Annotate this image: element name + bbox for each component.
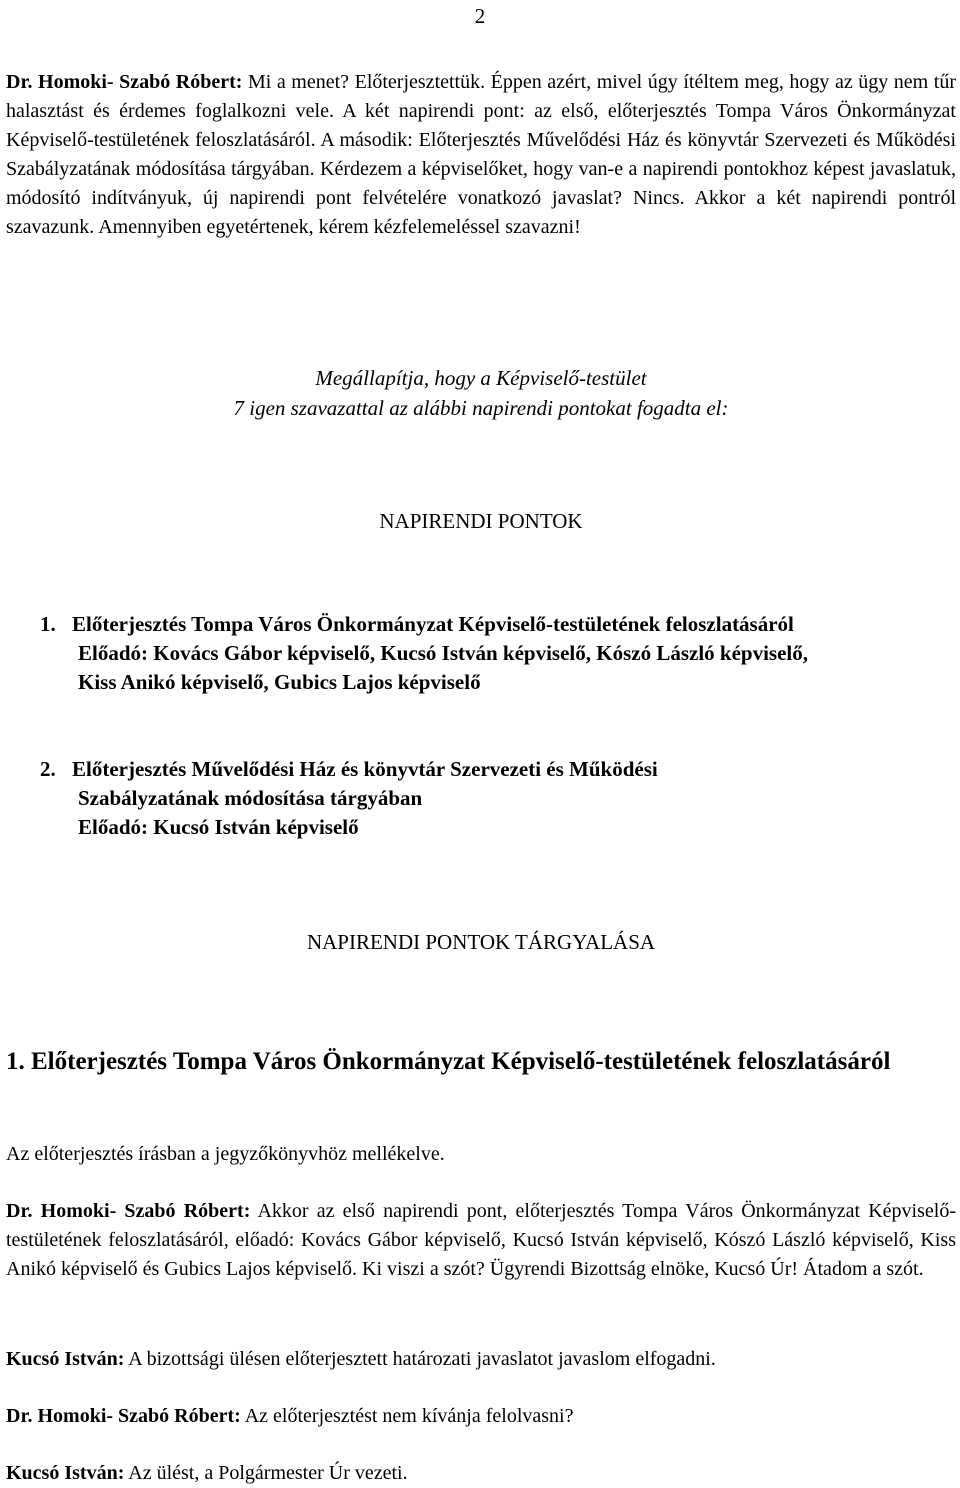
resolution-line: Megállapítja, hogy a Képviselő-testület [315, 366, 647, 390]
speaker-name: Kucsó István: [6, 1348, 125, 1370]
speech-text: Mi a menet? Előterjesztettük. Éppen azért, mivel úgy ítéltem meg, hogy az ügy nem tűr halasztást és érdemes foglalkozni vele. A két napirendi pont: az első, előterjesztés Tompa Város Önkormányzat Képviselő-testületének feloszlatásáról. A második: Előterjesztés Művelődési Ház és könyvtár Szervezeti és Működési Szabályzatának módosítása tárgyában. Kérdezem a képviselőket, hogy van-e a napirendi pontokhoz képest javaslatuk, módosító indítványuk, új napirendi pont felvételére vonatkozó javaslat? Nincs. Akkor a két napirendi pontról szavazunk. Amennyiben egyetértenek, kérem kézfelemeléssel szavazni! [6, 71, 956, 238]
agenda-title: Előterjesztés Tompa Város Önkormányzat Képviselő-testületének feloszlatásáról [72, 612, 794, 636]
dialogue-entry [6, 1402, 956, 1431]
page-number: 2 [474, 4, 486, 28]
speech-text: Akkor az első napirendi pont, előterjesztés Tompa Város Önkormányzat Képviselő-testületének feloszlatásáról, előadó: Kovács Gábor képviselő, Kucsó István képviselő, Kószó László képviselő, Kiss Anikó képviselő és Gubics Lajos képviselő. Ki viszi a szót? Ügyrendi Bizottság elnöke, Kucsó Úr! Átadom a szót. [6, 1200, 956, 1280]
speech-text: A bizottsági ülésen előterjesztett határozati javaslatot javaslom elfogadni. [128, 1348, 716, 1370]
agenda-presenter: Kiss Anikó képviselő, Gubics Lajos képviselő [78, 670, 481, 694]
speaker-name: Dr. Homoki- Szabó Róbert: [6, 71, 243, 93]
speaker-name: Dr. Homoki- Szabó Róbert: [6, 1405, 241, 1427]
agenda-title: Szabályzatának módosítása tárgyában [78, 786, 423, 810]
resolution-line: 7 igen szavazattal az alábbi napirendi pontokat fogadta el: [233, 396, 729, 420]
discussion-heading: NAPIRENDI PONTOK TÁRGYALÁSA [306, 930, 656, 954]
agenda-title: Előterjesztés Művelődési Ház és könyvtár Szervezeti és Működési [72, 757, 658, 781]
agenda-item-1 [40, 610, 960, 697]
agenda-heading: NAPIRENDI PONTOK [379, 509, 583, 533]
agenda-number: 1. [40, 612, 56, 636]
resolution-statement [6, 363, 956, 423]
agenda-number: 2. [40, 757, 56, 781]
speaker-name: Dr. Homoki- Szabó Róbert: [6, 1200, 251, 1222]
dialogue-entry [6, 1459, 956, 1488]
speech-text: Az előterjesztést nem kívánja felolvasni? [244, 1405, 574, 1427]
speaker-name: Kucsó István: [6, 1462, 125, 1484]
agenda-item-2 [40, 755, 960, 842]
section-title: 1. Előterjesztés Tompa Város Önkormányzat Képviselő-testületének feloszlatásáról [6, 1048, 891, 1075]
dialogue-entry [6, 1197, 956, 1284]
dialogue-entry [6, 1345, 956, 1374]
agenda-presenter: Előadó: Kovács Gábor képviselő, Kucsó István képviselő, Kószó László képviselő, [78, 641, 809, 665]
intro-paragraph [6, 68, 956, 242]
agenda-presenter: Előadó: Kucsó István képviselő [78, 815, 359, 839]
section-note: Az előterjesztés írásban a jegyzőkönyvhöz mellékelve. [6, 1143, 445, 1165]
speech-text: Az ülést, a Polgármester Úr vezeti. [128, 1462, 408, 1484]
